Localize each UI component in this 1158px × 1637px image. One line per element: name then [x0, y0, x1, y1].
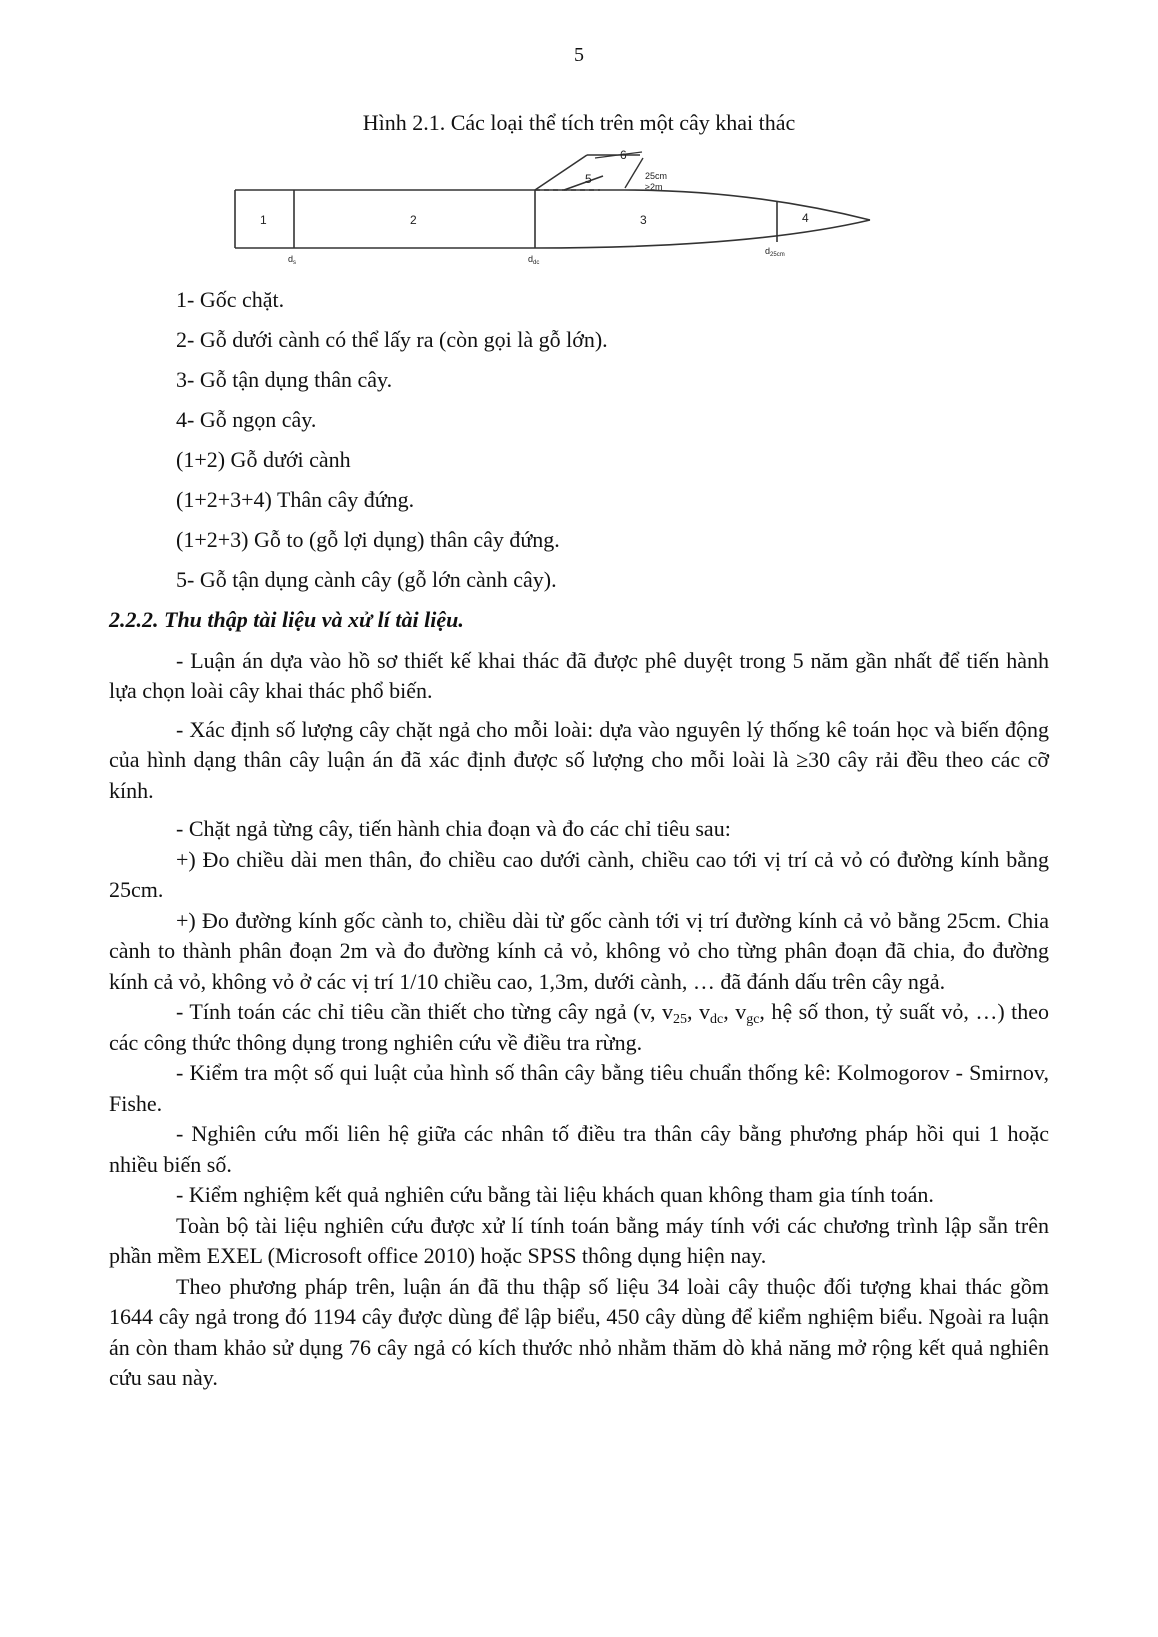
section-heading: 2.2.2. Thu thập tài liệu và xử lí tài liệu.: [109, 607, 464, 632]
paragraph: - Xác định số lượng cây chặt ngả cho mỗi loài: dựa vào nguyên lý thống kê toán học và biến động của hình dạng thân cây luận án đã xác định được số lượng cho mỗi loài là ≥30 cây rải đều theo các cỡ kính.: [109, 716, 1049, 803]
legend-item: 5- Gỗ tận dụng cành cây (gỗ lớn cành cây).: [176, 567, 557, 592]
label-segment-6: 6: [620, 150, 627, 162]
paragraph: Theo phương pháp trên, luận án đã thu thập số liệu 34 loài cây thuộc đối tượng khai thác gồm 1644 cây ngả trong đó 1194 cây được dùng để lập biểu, 450 cây dùng để kiểm nghiệm biểu. Ngoài ra luận án còn tham khảo sử dụng 76 cây ngả có kích thước nhỏ nhằm thăm dò khả năng mở rộng kết quả nghiên cứu sau này.: [109, 1273, 1049, 1390]
label-2m: ≥2m: [645, 182, 663, 192]
label-segment-2: 2: [410, 213, 417, 227]
paragraph: - Luận án dựa vào hồ sơ thiết kế khai thác đã được phê duyệt trong 5 năm gần nhất để tiến hành lựa chọn loài cây khai thác phổ biến.: [109, 647, 1049, 703]
legend-item: 1- Gốc chặt.: [176, 287, 285, 312]
label-segment-5: 5: [585, 172, 592, 186]
paragraph: Toàn bộ tài liệu nghiên cứu được xử lí tính toán bằng máy tính với các chương trình lập sẵn trên phần mềm EXEL (Microsoft office 2010) hoặc SPSS thông dụng hiện nay.: [109, 1212, 1049, 1268]
legend-item: (1+2) Gỗ dưới cành: [176, 447, 351, 472]
paragraph-with-subscripts: - Tính toán các chỉ tiêu cần thiết cho từng cây ngả (v, $v_{25}$, $v_{dc}$, $v_{gc}$, hệ số thon, tỷ suất vỏ, …) theo các công thức thông dụng trong nghiên cứu về điều tra rừng.: [109, 999, 1050, 1055]
legend-item: 2- Gỗ dưới cành có thể lấy ra (còn gọi là gỗ lớn).: [176, 327, 608, 352]
paragraph: - Chặt ngả từng cây, tiến hành chia đoạn và đo các chỉ tiêu sau:: [176, 816, 731, 841]
label-segment-1: 1: [260, 213, 267, 227]
label-d-25cm: $d_{25cm}$: [765, 246, 785, 258]
paragraph: +) Đo đường kính gốc cành to, chiều dài từ gốc cành tới vị trí đường kính cả vỏ bằng 25cm. Chia cành to thành phân đoạn 2m và đo đường kính cả vỏ, không vỏ cho từng phân đoạn đã chia, đo đường kính cả vỏ, không vỏ ở các vị trí 1/10 chiều cao, 1,3m, dưới cành, … đã đánh dấu trên cây ngả.: [109, 907, 1049, 994]
label-d-s: $d_s$: [288, 254, 297, 266]
figure-caption: Hình 2.1. Các loại thể tích trên một cây khai thác: [362, 110, 796, 135]
paragraph: - Nghiên cứu mối liên hệ giữa các nhân tố điều tra thân cây bằng phương pháp hồi qui 1 hoặc nhiều biến số.: [109, 1121, 1049, 1177]
page-number: 5: [574, 44, 584, 66]
paragraph: +) Đo chiều dài men thân, đo chiều cao dưới cành, chiều cao tới vị trí cả vỏ có đường kính bằng 25cm.: [109, 846, 1049, 902]
label-segment-3: 3: [640, 213, 647, 227]
label-segment-4: 4: [802, 211, 809, 225]
tree-volume-diagram: [230, 150, 910, 275]
figure-legend: [109, 285, 1049, 596]
trunk-outline: [235, 190, 870, 220]
branch-outline: [535, 155, 603, 190]
trunk-outline-lower: [235, 220, 870, 248]
page-content: [109, 285, 1049, 1394]
legend-item: (1+2+3) Gỗ to (gỗ lợi dụng) thân cây đứng.: [176, 527, 560, 552]
label-d-dc: $d_{dc}$: [528, 254, 540, 266]
legend-item: 4- Gỗ ngọn cây.: [176, 407, 317, 432]
legend-item: 3- Gỗ tận dụng thân cây.: [176, 367, 393, 392]
legend-item: (1+2+3+4) Thân cây đứng.: [176, 487, 415, 512]
paragraph: - Kiểm nghiệm kết quả nghiên cứu bằng tài liệu khách quan không tham gia tính toán.: [176, 1182, 934, 1207]
label-25cm: 25cm: [645, 171, 668, 181]
paragraph: - Kiểm tra một số qui luật của hình số thân cây bằng tiêu chuẩn thống kê: Kolmogorov - Smirnov, Fishe.: [109, 1060, 1049, 1116]
